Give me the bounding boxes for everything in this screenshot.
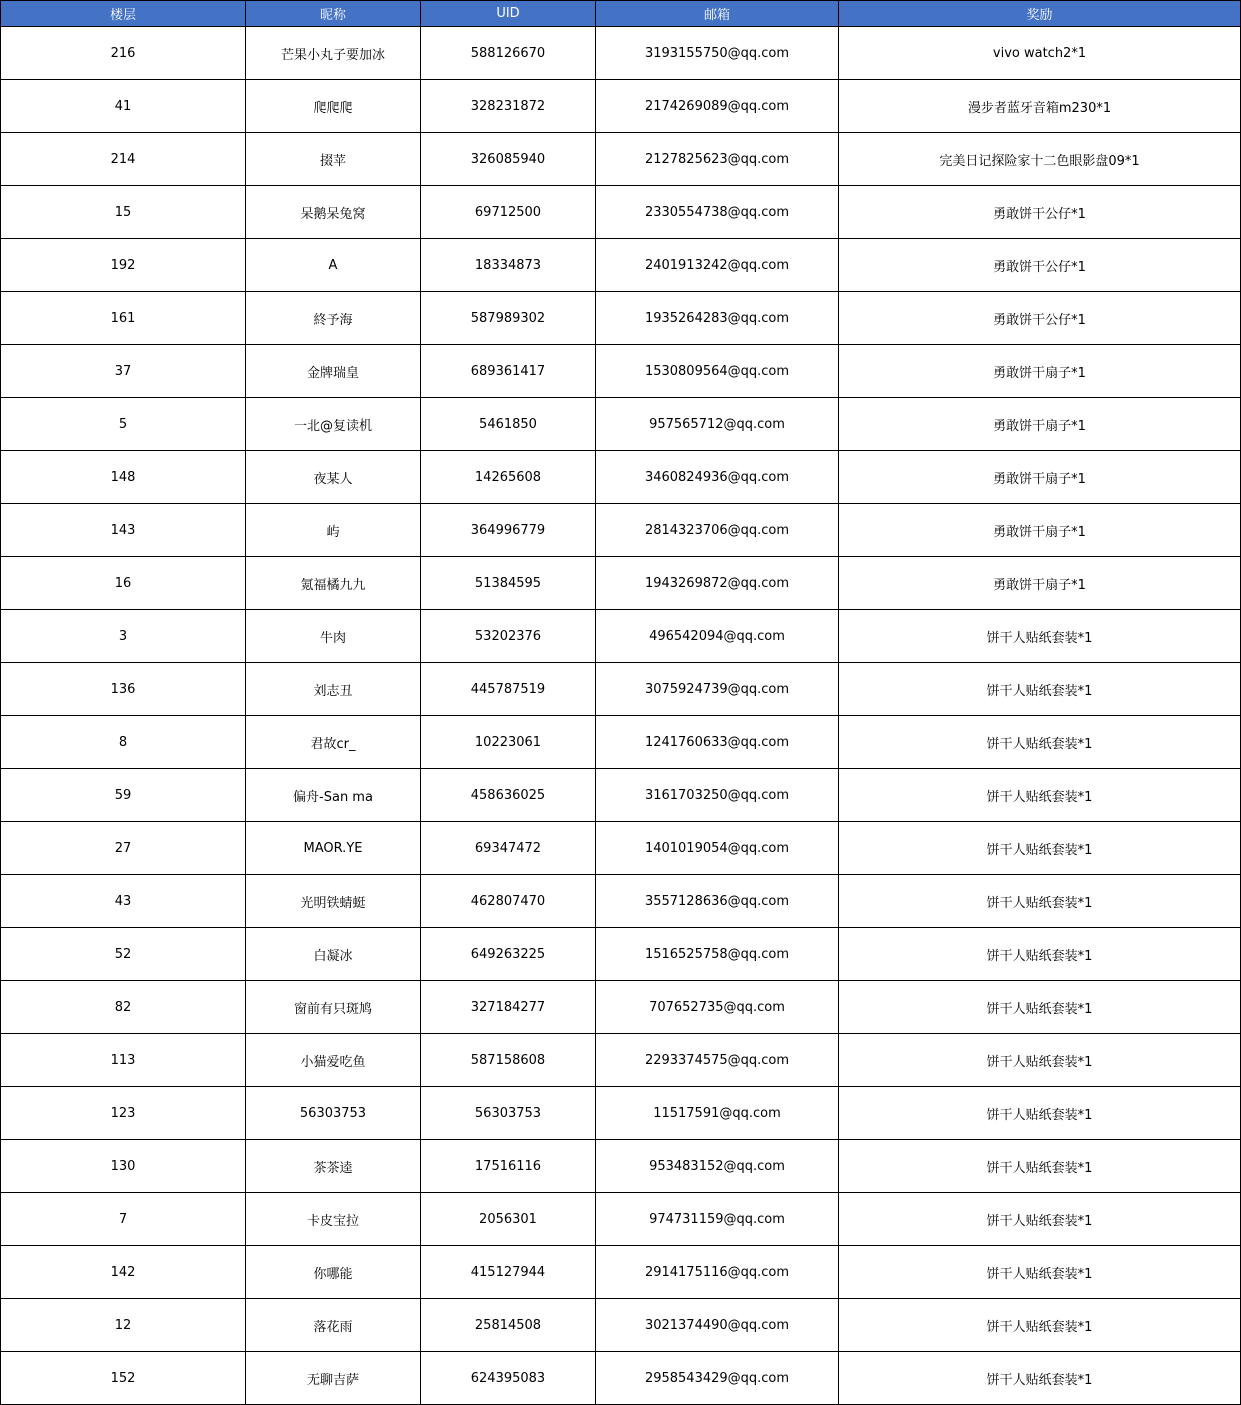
reward-cell: 饼干人贴纸套装*1 xyxy=(839,1352,1241,1405)
floor-cell: 59 xyxy=(1,769,246,822)
table-row xyxy=(1,1246,1241,1299)
uid-cell: 327184277 xyxy=(421,981,596,1034)
table-body xyxy=(1,27,1241,1405)
floor-cell: 8 xyxy=(1,716,246,769)
reward-cell: 饼干人贴纸套装*1 xyxy=(839,610,1241,663)
reward-cell: 勇敢饼干扇子*1 xyxy=(839,557,1241,610)
reward-cell: 饼干人贴纸套装*1 xyxy=(839,1034,1241,1087)
email-cell: 1516525758@qq.com xyxy=(596,928,839,981)
email-cell: 3460824936@qq.com xyxy=(596,451,839,504)
uid-cell: 649263225 xyxy=(421,928,596,981)
column-header-nickname: 昵称 xyxy=(246,1,421,27)
email-cell: 3193155750@qq.com xyxy=(596,27,839,80)
table-row xyxy=(1,822,1241,875)
email-cell: 1943269872@qq.com xyxy=(596,557,839,610)
email-cell: 11517591@qq.com xyxy=(596,1087,839,1140)
floor-cell: 82 xyxy=(1,981,246,1034)
nickname-cell: 爬爬爬 xyxy=(246,80,421,133)
table-row xyxy=(1,1034,1241,1087)
uid-cell: 56303753 xyxy=(421,1087,596,1140)
nickname-cell: 卡皮宝拉 xyxy=(246,1193,421,1246)
email-cell: 2293374575@qq.com xyxy=(596,1034,839,1087)
reward-cell: vivo watch2*1 xyxy=(839,27,1241,80)
floor-cell: 214 xyxy=(1,133,246,186)
reward-cell: 饼干人贴纸套装*1 xyxy=(839,1299,1241,1352)
table-row xyxy=(1,239,1241,292)
floor-cell: 41 xyxy=(1,80,246,133)
table-row xyxy=(1,80,1241,133)
nickname-cell: 夜某人 xyxy=(246,451,421,504)
nickname-cell: 光明铁蜻蜓 xyxy=(246,875,421,928)
floor-cell: 27 xyxy=(1,822,246,875)
floor-cell: 15 xyxy=(1,186,246,239)
email-cell: 974731159@qq.com xyxy=(596,1193,839,1246)
reward-cell: 饼干人贴纸套装*1 xyxy=(839,928,1241,981)
email-cell: 496542094@qq.com xyxy=(596,610,839,663)
email-cell: 1530809564@qq.com xyxy=(596,345,839,398)
floor-cell: 123 xyxy=(1,1087,246,1140)
nickname-cell: MAOR.YE xyxy=(246,822,421,875)
uid-cell: 364996779 xyxy=(421,504,596,557)
column-header-email: 邮箱 xyxy=(596,1,839,27)
floor-cell: 152 xyxy=(1,1352,246,1405)
uid-cell: 587989302 xyxy=(421,292,596,345)
uid-cell: 624395083 xyxy=(421,1352,596,1405)
email-cell: 1241760633@qq.com xyxy=(596,716,839,769)
uid-cell: 445787519 xyxy=(421,663,596,716)
floor-cell: 161 xyxy=(1,292,246,345)
email-cell: 2814323706@qq.com xyxy=(596,504,839,557)
floor-cell: 192 xyxy=(1,239,246,292)
reward-cell: 完美日记探险家十二色眼影盘09*1 xyxy=(839,133,1241,186)
table-row xyxy=(1,928,1241,981)
nickname-cell: 牛肉 xyxy=(246,610,421,663)
nickname-cell: 氪福橘九九 xyxy=(246,557,421,610)
email-cell: 1935264283@qq.com xyxy=(596,292,839,345)
uid-cell: 53202376 xyxy=(421,610,596,663)
nickname-cell: 茶茶逵 xyxy=(246,1140,421,1193)
column-header-uid: UID xyxy=(421,1,596,27)
uid-cell: 51384595 xyxy=(421,557,596,610)
table-header xyxy=(1,1,1241,27)
floor-cell: 143 xyxy=(1,504,246,557)
email-cell: 3557128636@qq.com xyxy=(596,875,839,928)
floor-cell: 3 xyxy=(1,610,246,663)
nickname-cell: 一北@复读机 xyxy=(246,398,421,451)
table-row xyxy=(1,186,1241,239)
reward-cell: 饼干人贴纸套装*1 xyxy=(839,663,1241,716)
nickname-cell: 你哪能 xyxy=(246,1246,421,1299)
uid-cell: 25814508 xyxy=(421,1299,596,1352)
reward-cell: 勇敢饼干扇子*1 xyxy=(839,451,1241,504)
table-row xyxy=(1,981,1241,1034)
email-cell: 3161703250@qq.com xyxy=(596,769,839,822)
uid-cell: 14265608 xyxy=(421,451,596,504)
uid-cell: 2056301 xyxy=(421,1193,596,1246)
floor-cell: 43 xyxy=(1,875,246,928)
email-cell: 1401019054@qq.com xyxy=(596,822,839,875)
table-row xyxy=(1,1193,1241,1246)
reward-cell: 饼干人贴纸套装*1 xyxy=(839,1140,1241,1193)
email-cell: 2330554738@qq.com xyxy=(596,186,839,239)
reward-cell: 饼干人贴纸套装*1 xyxy=(839,1193,1241,1246)
nickname-cell: 白凝冰 xyxy=(246,928,421,981)
reward-cell: 饼干人贴纸套装*1 xyxy=(839,716,1241,769)
uid-cell: 5461850 xyxy=(421,398,596,451)
reward-cell: 勇敢饼干扇子*1 xyxy=(839,345,1241,398)
nickname-cell: 掇苹 xyxy=(246,133,421,186)
email-cell: 957565712@qq.com xyxy=(596,398,839,451)
nickname-cell: 屿 xyxy=(246,504,421,557)
nickname-cell: 呆鹅呆兔窝 xyxy=(246,186,421,239)
floor-cell: 7 xyxy=(1,1193,246,1246)
floor-cell: 142 xyxy=(1,1246,246,1299)
uid-cell: 415127944 xyxy=(421,1246,596,1299)
floor-cell: 113 xyxy=(1,1034,246,1087)
email-cell: 3075924739@qq.com xyxy=(596,663,839,716)
uid-cell: 689361417 xyxy=(421,345,596,398)
reward-cell: 勇敢饼干扇子*1 xyxy=(839,398,1241,451)
nickname-cell: 56303753 xyxy=(246,1087,421,1140)
nickname-cell: 金牌瑞皇 xyxy=(246,345,421,398)
reward-cell: 勇敢饼干扇子*1 xyxy=(839,504,1241,557)
table-row xyxy=(1,769,1241,822)
table-row xyxy=(1,451,1241,504)
table-row xyxy=(1,1352,1241,1405)
floor-cell: 16 xyxy=(1,557,246,610)
table-row xyxy=(1,1087,1241,1140)
table-row xyxy=(1,398,1241,451)
reward-cell: 饼干人贴纸套装*1 xyxy=(839,875,1241,928)
nickname-cell: 偏舟-San ma xyxy=(246,769,421,822)
reward-cell: 勇敢饼干公仔*1 xyxy=(839,186,1241,239)
nickname-cell: 終予海 xyxy=(246,292,421,345)
table-row xyxy=(1,875,1241,928)
table-row xyxy=(1,1299,1241,1352)
floor-cell: 52 xyxy=(1,928,246,981)
reward-cell: 饼干人贴纸套装*1 xyxy=(839,822,1241,875)
email-cell: 2127825623@qq.com xyxy=(596,133,839,186)
table-row xyxy=(1,1140,1241,1193)
nickname-cell: 落花雨 xyxy=(246,1299,421,1352)
reward-cell: 饼干人贴纸套装*1 xyxy=(839,1087,1241,1140)
floor-cell: 5 xyxy=(1,398,246,451)
reward-cell: 饼干人贴纸套装*1 xyxy=(839,1246,1241,1299)
uid-cell: 17516116 xyxy=(421,1140,596,1193)
floor-cell: 216 xyxy=(1,27,246,80)
uid-cell: 588126670 xyxy=(421,27,596,80)
email-cell: 707652735@qq.com xyxy=(596,981,839,1034)
table-row xyxy=(1,557,1241,610)
nickname-cell: 刘志丑 xyxy=(246,663,421,716)
nickname-cell: 小猫爱吃鱼 xyxy=(246,1034,421,1087)
reward-cell: 饼干人贴纸套装*1 xyxy=(839,769,1241,822)
column-header-floor: 楼层 xyxy=(1,1,246,27)
reward-cell: 漫步者蓝牙音箱m230*1 xyxy=(839,80,1241,133)
email-cell: 2958543429@qq.com xyxy=(596,1352,839,1405)
header-row xyxy=(1,1,1241,27)
column-header-reward: 奖励 xyxy=(839,1,1241,27)
email-cell: 3021374490@qq.com xyxy=(596,1299,839,1352)
nickname-cell: 君故cr_ xyxy=(246,716,421,769)
email-cell: 2174269089@qq.com xyxy=(596,80,839,133)
nickname-cell: 窗前有只斑鸠 xyxy=(246,981,421,1034)
table-row xyxy=(1,610,1241,663)
table-row xyxy=(1,663,1241,716)
reward-cell: 勇敢饼干公仔*1 xyxy=(839,239,1241,292)
email-cell: 953483152@qq.com xyxy=(596,1140,839,1193)
email-cell: 2914175116@qq.com xyxy=(596,1246,839,1299)
floor-cell: 136 xyxy=(1,663,246,716)
uid-cell: 326085940 xyxy=(421,133,596,186)
floor-cell: 148 xyxy=(1,451,246,504)
reward-cell: 勇敢饼干公仔*1 xyxy=(839,292,1241,345)
nickname-cell: 无聊吉萨 xyxy=(246,1352,421,1405)
table-row xyxy=(1,716,1241,769)
table-row xyxy=(1,504,1241,557)
uid-cell: 458636025 xyxy=(421,769,596,822)
nickname-cell: A xyxy=(246,239,421,292)
table-row xyxy=(1,133,1241,186)
uid-cell: 69712500 xyxy=(421,186,596,239)
uid-cell: 462807470 xyxy=(421,875,596,928)
table-row xyxy=(1,27,1241,80)
uid-cell: 69347472 xyxy=(421,822,596,875)
uid-cell: 10223061 xyxy=(421,716,596,769)
reward-cell: 饼干人贴纸套装*1 xyxy=(839,981,1241,1034)
floor-cell: 12 xyxy=(1,1299,246,1352)
uid-cell: 587158608 xyxy=(421,1034,596,1087)
table-row xyxy=(1,292,1241,345)
uid-cell: 328231872 xyxy=(421,80,596,133)
floor-cell: 37 xyxy=(1,345,246,398)
nickname-cell: 芒果小丸子要加冰 xyxy=(246,27,421,80)
floor-cell: 130 xyxy=(1,1140,246,1193)
email-cell: 2401913242@qq.com xyxy=(596,239,839,292)
uid-cell: 18334873 xyxy=(421,239,596,292)
table-row xyxy=(1,345,1241,398)
